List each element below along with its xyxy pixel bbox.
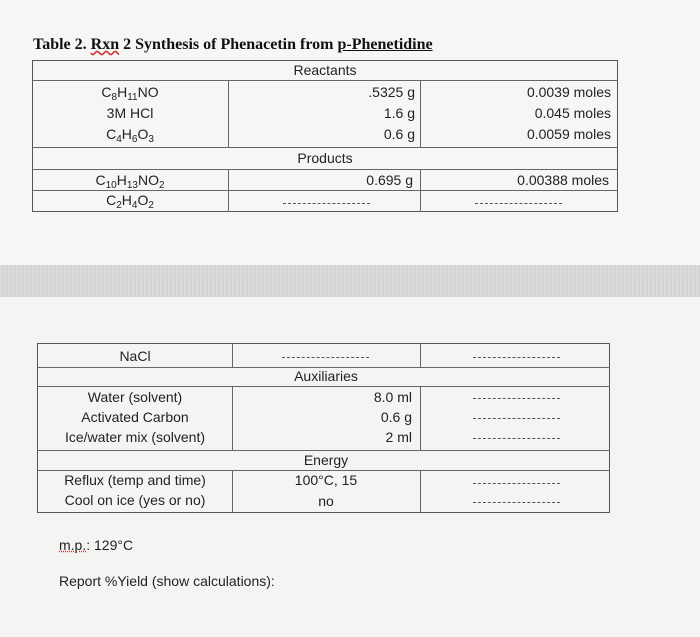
reactants-header: Reactants <box>293 62 357 78</box>
reactant-formula-hcl: 3M HCl <box>106 105 154 121</box>
blank-moles-ice-water <box>473 438 560 439</box>
reactant-mass-hcl: 1.6 g <box>383 105 415 121</box>
reactant-moles-phenetidine: 0.0039 moles <box>526 84 611 100</box>
energy-header: Energy <box>303 452 349 468</box>
yield-prompt: Report %Yield (show calculations): <box>59 573 275 589</box>
aux-value-water: 8.0 ml <box>373 389 412 405</box>
aux-name-ice-water: Ice/water mix (solvent) <box>64 429 206 445</box>
reactant-moles-acetic-anhydride: 0.0059 moles <box>526 126 611 142</box>
reactant-moles-hcl: 0.045 moles <box>534 105 611 121</box>
product-mass-phenacetin: 0.695 g <box>366 172 413 188</box>
page-fold-band <box>0 265 700 297</box>
blank-moles-acetic-acid <box>475 203 562 204</box>
blank-mass-nacl <box>282 357 369 358</box>
reactant-mass-phenetidine: .5325 g <box>368 84 415 100</box>
blank-mass-acetic-acid <box>283 203 370 204</box>
product-formula-phenacetin: $C_{10}H_{13}NO_2$ <box>95 172 165 191</box>
reactant-formula-acetic-anhydride: $C_4H_6O_3$ <box>106 126 154 145</box>
energy-value-reflux: 100°C, 15 <box>294 472 358 488</box>
aux-name-activated-carbon: Activated Carbon <box>81 409 189 425</box>
reactant-mass-acetic-anhydride: 0.6 g <box>383 126 415 142</box>
auxiliaries-header: Auxiliaries <box>294 368 358 384</box>
product-moles-phenacetin: 0.00388 moles <box>517 172 609 188</box>
aux-value-activated-carbon: 0.6 g <box>380 409 412 425</box>
products-header: Products <box>297 150 353 166</box>
blank-energy-reflux <box>473 483 560 484</box>
blank-moles-activated-carbon <box>473 418 560 419</box>
energy-value-cool: no <box>318 493 334 509</box>
table-title: Table 2. Rxn 2 Synthesis of Phenacetin from p-Phenetidine <box>33 36 433 53</box>
blank-moles-water <box>473 398 560 399</box>
melting-point: m.p.: 129°C <box>59 537 134 553</box>
product-formula-acetic-acid: $C_2H_4O_2$ <box>106 192 154 211</box>
aux-name-water: Water (solvent) <box>87 389 183 405</box>
aux-value-ice-water: 2 ml <box>385 429 412 445</box>
blank-energy-cool <box>473 502 560 503</box>
nacl-label: NaCl <box>119 348 151 364</box>
blank-moles-nacl <box>473 357 560 358</box>
energy-name-cool: Cool on ice (yes or no) <box>64 492 206 508</box>
energy-name-reflux: Reflux (temp and time) <box>64 472 206 488</box>
reactant-formula-phenetidine: $C_8H_{11}NO$ <box>101 84 159 103</box>
